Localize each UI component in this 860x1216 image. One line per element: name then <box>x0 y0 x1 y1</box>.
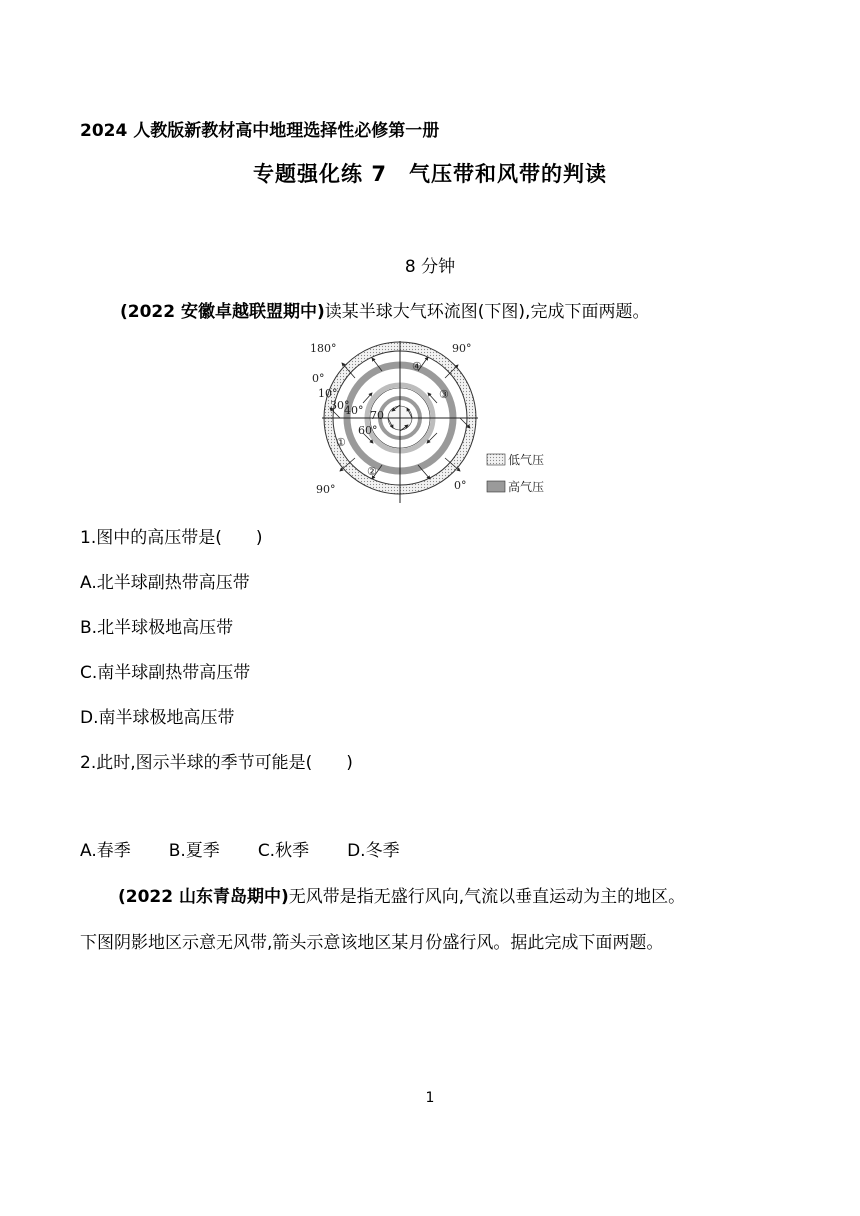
label-circled-2: ② <box>367 465 377 478</box>
legend-low-swatch <box>487 454 505 465</box>
question-2-option-c: C.秋季 <box>257 841 310 861</box>
series-title: 2024 人教版新教材高中地理选择性必修第一册 <box>80 121 440 141</box>
passage-2-source: (2022 山东青岛期中) <box>118 887 289 907</box>
question-1-option-c: C.南半球副热带高压带 <box>80 663 251 683</box>
question-1-option-b: B.北半球极地高压带 <box>80 618 234 638</box>
label-90-top-right: 90° <box>452 342 472 355</box>
label-circled-3: ③ <box>439 388 449 401</box>
question-1-option-d: D.南半球极地高压带 <box>80 708 235 728</box>
passage-1-intro <box>120 297 649 322</box>
label-circled-4: ④ <box>412 360 422 373</box>
question-2-option-b: B.夏季 <box>168 841 220 861</box>
label-0-left: 0° <box>312 372 325 385</box>
page-title: 专题强化练 7 气压带和风带的判读 <box>253 162 607 186</box>
label-60: 60° <box>358 424 378 437</box>
passage-1-source: (2022 安徽卓越联盟期中) <box>120 302 325 322</box>
label-40: 40° <box>344 404 364 417</box>
passage-2-text-1: 无风带是指无盛行风向,气流以垂直运动为主的地区。 <box>288 887 686 907</box>
question-2-options <box>80 836 438 861</box>
label-0-bottom-right: 0° <box>454 479 467 492</box>
passage-2-line-1 <box>118 882 685 907</box>
label-180: 180° <box>310 342 337 355</box>
legend-high-label: 高气压 <box>508 480 545 494</box>
question-1-option-a: A.北半球副热带高压带 <box>80 573 250 593</box>
label-10: 10° <box>318 387 338 400</box>
page-number: 1 <box>425 1090 435 1106</box>
atmospheric-circulation-diagram <box>300 333 560 508</box>
passage-2-line-2: 下图阴影地区示意无风带,箭头示意该地区某月份盛行风。据此完成下面两题。 <box>80 933 664 953</box>
question-2-option-d: D.冬季 <box>347 841 400 861</box>
label-70: 70 <box>370 409 384 422</box>
label-30: 30° <box>330 399 350 412</box>
legend-low-label: 低气压 <box>508 453 545 467</box>
label-circled-1: ① <box>336 436 346 449</box>
label-90-bottom-left: 90° <box>316 483 336 496</box>
time-limit: 8 分钟 <box>404 257 456 277</box>
passage-1-text: 读某半球大气环流图(下图),完成下面两题。 <box>324 302 650 322</box>
legend-high-swatch <box>487 481 505 492</box>
question-2-option-a: A.春季 <box>80 841 131 861</box>
question-2-stem: 2.此时,图示半球的季节可能是( ) <box>80 753 353 773</box>
question-1-stem: 1.图中的高压带是( ) <box>80 528 263 548</box>
